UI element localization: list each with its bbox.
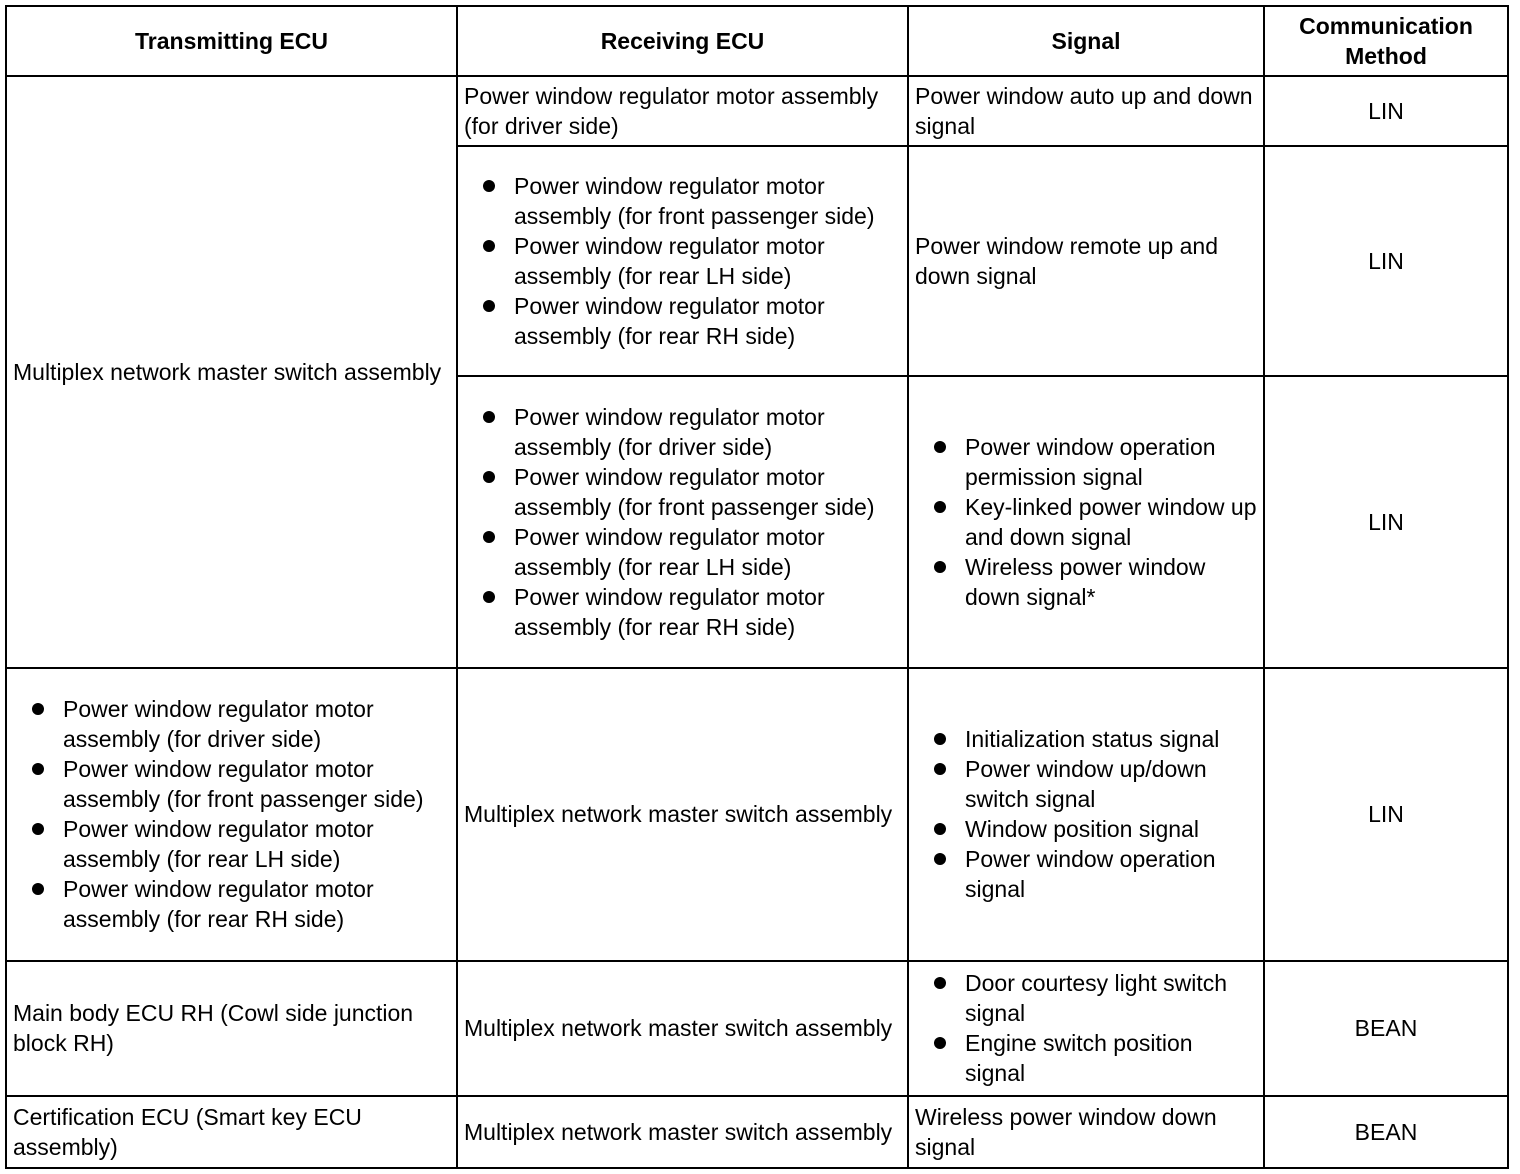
list-item: Power window regulator motor assembly (for rear LH side) (13, 814, 450, 874)
signal-cell: Power window auto up and down signal (908, 76, 1264, 146)
list-item: Power window regulator motor assembly (for front passenger side) (13, 754, 450, 814)
list-item: Window position signal (915, 814, 1257, 844)
list-item: Wireless power window down signal* (915, 552, 1257, 612)
list-item: Power window regulator motor assembly (for front passenger side) (464, 171, 901, 231)
receiving-ecu-cell (457, 146, 908, 375)
header-communication-method: Communication Method (1264, 6, 1508, 76)
signal-cell (908, 668, 1264, 961)
receiving-ecu-cell: Power window regulator motor assembly (for driver side) (457, 76, 908, 146)
transmitting-ecu-cell: Certification ECU (Smart key ECU assembly) (6, 1096, 457, 1169)
table-row (6, 1096, 1508, 1169)
header-signal: Signal (908, 6, 1264, 76)
list-item: Power window regulator motor assembly (for driver side) (13, 694, 450, 754)
signal-list (915, 432, 1257, 612)
header-transmitting-ecu: Transmitting ECU (6, 6, 457, 76)
receiving-ecu-cell: Multiplex network master switch assembly (457, 668, 908, 961)
receiving-ecu-list (464, 171, 901, 351)
method-cell: LIN (1264, 76, 1508, 146)
list-item: Power window regulator motor assembly (for front passenger side) (464, 462, 901, 522)
method-cell: BEAN (1264, 1096, 1508, 1169)
method-cell: LIN (1264, 146, 1508, 375)
method-cell: LIN (1264, 668, 1508, 961)
method-cell: BEAN (1264, 961, 1508, 1096)
transmitting-ecu-cell: Main body ECU RH (Cowl side junction block RH) (6, 961, 457, 1096)
list-item: Power window regulator motor assembly (for driver side) (464, 402, 901, 462)
list-item: Key-linked power window up and down signal (915, 492, 1257, 552)
list-item: Power window regulator motor assembly (for rear LH side) (464, 522, 901, 582)
list-item: Engine switch position signal (915, 1028, 1257, 1088)
list-item: Power window up/down switch signal (915, 754, 1257, 814)
transmitting-ecu-cell (6, 668, 457, 961)
list-item: Door courtesy light switch signal (915, 968, 1257, 1028)
signal-cell (908, 961, 1264, 1096)
table-row (6, 668, 1508, 961)
list-item: Power window operation permission signal (915, 432, 1257, 492)
method-cell: LIN (1264, 376, 1508, 668)
list-item: Power window regulator motor assembly (for rear LH side) (464, 231, 901, 291)
receiving-ecu-cell (457, 376, 908, 668)
transmitting-ecu-cell: Multiplex network master switch assembly (6, 76, 457, 668)
signal-cell (908, 376, 1264, 668)
signal-list (915, 724, 1257, 904)
header-row (6, 6, 1508, 76)
receiving-ecu-cell: Multiplex network master switch assembly (457, 1096, 908, 1169)
signal-list (915, 968, 1257, 1088)
signal-cell: Wireless power window down signal (908, 1096, 1264, 1169)
receiving-ecu-cell: Multiplex network master switch assembly (457, 961, 908, 1096)
list-item: Power window regulator motor assembly (for rear RH side) (464, 582, 901, 642)
header-receiving-ecu: Receiving ECU (457, 6, 908, 76)
list-item: Initialization status signal (915, 724, 1257, 754)
ecu-communication-table (5, 5, 1509, 1169)
list-item: Power window regulator motor assembly (for rear RH side) (464, 291, 901, 351)
list-item: Power window operation signal (915, 844, 1257, 904)
signal-cell: Power window remote up and down signal (908, 146, 1264, 375)
transmitting-ecu-list (13, 694, 450, 934)
receiving-ecu-list (464, 402, 901, 642)
list-item: Power window regulator motor assembly (for rear RH side) (13, 874, 450, 934)
table-row (6, 961, 1508, 1096)
table-row (6, 76, 1508, 146)
